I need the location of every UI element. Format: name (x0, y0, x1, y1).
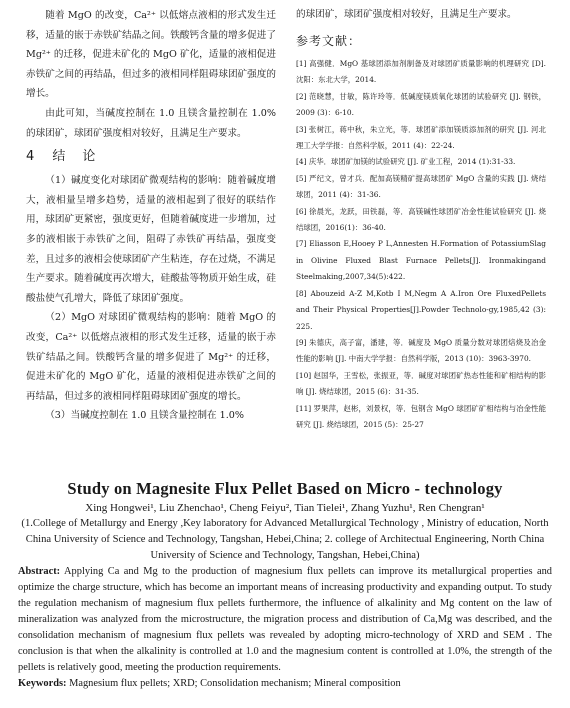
references-heading: 参考文献： (296, 34, 362, 48)
reference-item: [7] Eliasson E,Hooey P L,Annesten H.Formation of PotassiumSlag in Olivine Fluxed Blast Furnace Pellets[J]. Ironmakingand Steelmaking,2007,34(5):422. (296, 239, 546, 282)
body-paragraph: 随着 MgO 的改变，Ca²⁺ 以低熔点液相的形式发生迁移，适量的嵌于赤铁矿结晶之间。铁酸钙含量的增多促进了 Mg²⁺ 的迁移，促进未矿化的 MgO 矿化，适量的液相促进赤铁矿之间的再结晶，但过多的液相同样阻碍球团矿强度的增长。 (26, 10, 276, 100)
english-affiliation: (1.College of Metallurgy and Energy ,Key laboratory for Advanced Metallurgical Technology , Ministry of education, North China University of Science and Technology, Tangshan, Hebei,China; 2. college of Architectual Engineering, North China University of Science and Technology, Tangshan, Hebei,China) (21, 518, 549, 561)
reference-item: [5] 严纪文，曾才兵．配加高镁精矿提高球团矿 MgO 含量的实践 [J]. 烧结球团，2011 (4)：31-36. (296, 173, 546, 200)
abstract-label: Abstract: (18, 566, 61, 577)
reference-item: [6] 徐晨光，龙跃，田铁磊，等．高镁碱性球团矿冶金性能试验研究 [J]. 烧结球团，2016(1)：36-40. (296, 206, 546, 233)
right-column (296, 6, 546, 433)
reference-item: [1] 高强健．MgO 基球团添加剂制备及对球团矿质量影响的机理研究 [D]. 沈阳：东北大学，2014. (296, 59, 546, 85)
conclusion-item: （3）当碱度控制在 1.0 且镁含量控制在 1.0% (45, 410, 244, 422)
conclusion-item: （1）碱度变化对球团矿微观结构的影响：随着碱度增大，液相量呈增多趋势，适量的液相起到了很好的联结作用，球团矿更紧密，强度更好，但随着碱度进一步增加，过多的液相嵌于赤铁矿之间，阻碍了赤铁矿再结晶，强度变差，且过多的液相会使球团矿产生粘连，存在过烧，不满足生产要求。随着碱度再次增大，硅酸盐等物质开始生成，硅酸盐使气孔增大，降低了球团矿强度。 (26, 175, 276, 304)
reference-item: [4] 庆华．球团矿加镁的试验研究 [J]. 矿业工程，2014 (1):31-33. (296, 157, 516, 167)
section-number: 4 (26, 149, 37, 165)
reference-item: [10] 赵国华，王雪松，张振亚，等．碱度对球团矿热态性能和矿相结构的影响 [J]. 烧结球团，2015 (6)：31-35. (296, 370, 546, 397)
reference-list (296, 56, 546, 433)
english-keywords (18, 676, 552, 692)
body-paragraph: 的球团矿，球团矿强度相对较好，且满足生产要求。 (296, 9, 517, 20)
english-abstract (18, 564, 552, 676)
abstract-text: Applying Ca and Mg to the production of magnesium flux pellets can improve its metallurgical properties and optimize the charge structure, which has become an important means of increasing productivity and expanding output. To study the regulation mechanism of magnesium flux pellets furthermore, the influence of alkalinity and Mg content on the law of mineralization was analyzed from the microstructure, the migration process and distribution of Ca,Mg was described, and the consolidation mechanism of magnesium flux pellets was revealed by adopting micro-technology of XRD and SEM . The conclusion is that when the alkalinity is controlled at 1.0 and the magnesium content is controlled at 1.0%, the strength of the pellets is relatively good, meeting the production requirements. (18, 566, 552, 673)
left-column (26, 6, 276, 426)
section-title: 结 论 (52, 149, 98, 165)
english-abstract-block (18, 478, 552, 692)
body-paragraph: 由此可知，当碱度控制在 1.0 且镁含量控制在 1.0% 的球团矿，球团矿强度相对较好，且满足生产要求。 (26, 107, 276, 139)
keywords-text: Magnesium flux pellets; XRD; Consolidation mechanism; Mineral composition (69, 678, 401, 689)
reference-item: [3] 张树江，蒋中秋，朱立光，等．球团矿添加镁质添加剂的研究 [J]. 河北理工大学学报：自然科学版，2011 (4)：22-24. (296, 124, 546, 151)
reference-item: [8] Abouzeid A-Z M,Kotb I M,Negm A A.Iron Ore FluxedPellets and Their Physical Properties[J].Powder Technolo-gy,1985,42 (3): 225. (296, 288, 546, 331)
reference-item: [9] 朱德庆，高子富，潘建，等．碱度及 MgO 质量分数对球团焙烧及冶金性能的影响 [J]. 中南大学学报：自然科学版，2013 (10)：3963-3970. (296, 337, 546, 364)
english-authors: Xing Hongwei¹, Liu Zhenchao¹, Cheng Feiyu², Tian Tielei¹, Zhang Yuzhu¹, Ren Chengran¹ (85, 502, 485, 514)
section-heading (26, 144, 276, 170)
keywords-label: Keywords: (18, 678, 67, 689)
english-title: Study on Magnesite Flux Pellet Based on Micro - technology (67, 479, 503, 498)
reference-item: [2] 范晓慧，甘敏，陈许玲等．低碱度镁质氧化球团的试验研究 [J]. 钢铁，2009 (3)：6-10. (296, 91, 546, 118)
conclusion-item: （2）MgO 对球团矿微观结构的影响：随着 MgO 的改变，Ca²⁺ 以低熔点液相的形式发生迁移，适量的嵌于赤铁矿结晶之间。铁酸钙含量的增多促进了 Mg²⁺ 的迁移，促进未矿化的 MgO 矿化，适量的液相促进赤铁矿之间的再结晶，但过多的液相同样阻碍球团矿强度的增长。 (26, 312, 276, 402)
reference-item: [11] 罗果萍，赵彬，刘景权，等．包钢含 MgO 球团矿矿相结构与冶金性能研究 [J]. 烧结球团，2015 (5)：25-27 (296, 403, 546, 429)
